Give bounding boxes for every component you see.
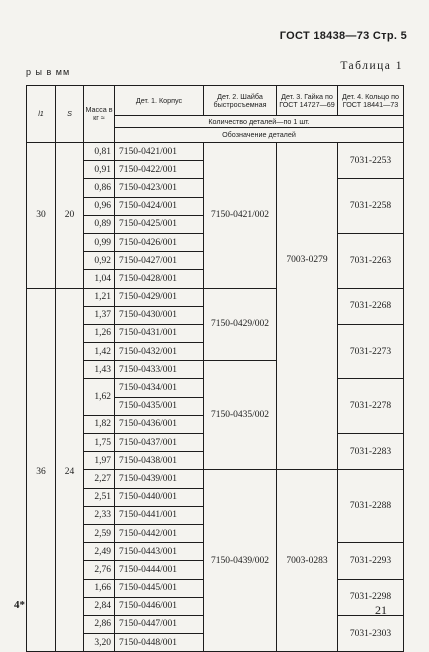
col-part3-header: Дет. 3. Гайка по ГОСТ 14727—69 [277, 86, 338, 116]
part1-cell: 7150-0447/001 [115, 615, 204, 633]
mass-cell: 2,86 [84, 615, 115, 633]
mass-cell: 2,27 [84, 470, 115, 488]
part1-cell: 7150-0428/001 [115, 270, 204, 288]
mass-cell: 2,51 [84, 488, 115, 506]
part1-cell: 7150-0430/001 [115, 306, 204, 324]
page-number: 21 [375, 603, 387, 617]
part4-cell: 7031-2283 [338, 434, 404, 470]
part1-cell: 7150-0443/001 [115, 543, 204, 561]
part1-cell: 7150-0444/001 [115, 561, 204, 579]
mass-cell: 1,66 [84, 579, 115, 597]
mass-cell: 1,04 [84, 270, 115, 288]
mass-cell: 2,33 [84, 506, 115, 524]
mass-cell: 0,92 [84, 252, 115, 270]
mass-cell: 0,89 [84, 215, 115, 233]
part1-cell: 7150-0431/001 [115, 324, 204, 342]
part1-cell: 7150-0437/001 [115, 434, 204, 452]
mass-cell: 0,81 [84, 143, 115, 161]
mass-cell: 0,96 [84, 197, 115, 215]
l1-cell: 30 [27, 143, 56, 289]
part2-cell: 7150-0435/002 [204, 361, 277, 470]
part1-cell: 7150-0427/001 [115, 252, 204, 270]
mass-cell: 1,21 [84, 288, 115, 306]
part4-cell: 7031-2303 [338, 615, 404, 651]
part1-cell: 7150-0422/001 [115, 161, 204, 179]
part3-cell: 7003-0283 [277, 470, 338, 652]
part1-cell: 7150-0440/001 [115, 488, 204, 506]
part4-cell: 7031-2258 [338, 179, 404, 234]
part1-cell: 7150-0424/001 [115, 197, 204, 215]
part4-cell: 7031-2273 [338, 324, 404, 379]
part1-cell: 7150-0426/001 [115, 233, 204, 251]
part2-cell: 7150-0421/002 [204, 143, 277, 289]
part1-cell: 7150-0435/001 [115, 397, 204, 415]
mass-cell: 1,62 [84, 379, 115, 415]
part4-cell: 7031-2288 [338, 470, 404, 543]
mass-cell: 0,86 [84, 179, 115, 197]
mass-cell: 2,84 [84, 597, 115, 615]
part1-cell: 7150-0446/001 [115, 597, 204, 615]
col-part2-header: Дет. 2. Шайба быстросъемная [204, 86, 277, 116]
col-mass-header: Масса в кг ≈ [84, 86, 115, 143]
part1-cell: 7150-0441/001 [115, 506, 204, 524]
mass-cell: 0,99 [84, 233, 115, 251]
mass-cell: 1,75 [84, 434, 115, 452]
mass-cell: 1,42 [84, 343, 115, 361]
parts-table [26, 85, 404, 652]
designation-note: Обозначение деталей [115, 128, 404, 143]
part1-cell: 7150-0436/001 [115, 415, 204, 433]
col-part1-header: Дет. 1. Корпус [115, 86, 204, 116]
mass-cell: 2,49 [84, 543, 115, 561]
part1-cell: 7150-0448/001 [115, 634, 204, 652]
part1-cell: 7150-0432/001 [115, 343, 204, 361]
mass-cell: 2,59 [84, 524, 115, 542]
part4-cell: 7031-2298 [338, 579, 404, 615]
part1-cell: 7150-0433/001 [115, 361, 204, 379]
mass-cell: 2,76 [84, 561, 115, 579]
table-title: Таблица 1 [340, 60, 403, 72]
part1-cell: 7150-0439/001 [115, 470, 204, 488]
mass-cell: 1,97 [84, 452, 115, 470]
part3-cell: 7003-0279 [277, 143, 338, 470]
mass-cell: 3,20 [84, 634, 115, 652]
s-cell: 24 [56, 288, 84, 652]
part1-cell: 7150-0438/001 [115, 452, 204, 470]
part4-cell: 7031-2278 [338, 379, 404, 434]
mass-cell: 1,43 [84, 361, 115, 379]
footer-mark: 4* [14, 599, 25, 611]
mass-cell: 0,91 [84, 161, 115, 179]
part1-cell: 7150-0423/001 [115, 179, 204, 197]
part1-cell: 7150-0445/001 [115, 579, 204, 597]
mass-cell: 1,26 [84, 324, 115, 342]
col-l1-header: l1 [27, 86, 56, 143]
s-cell: 20 [56, 143, 84, 289]
part2-cell: 7150-0429/002 [204, 288, 277, 361]
part1-cell: 7150-0434/001 [115, 379, 204, 397]
quantity-note: Количество деталей—по 1 шт. [115, 116, 404, 128]
l1-cell: 36 [27, 288, 56, 652]
part1-cell: 7150-0429/001 [115, 288, 204, 306]
part4-cell: 7031-2263 [338, 233, 404, 288]
part1-cell: 7150-0442/001 [115, 524, 204, 542]
part4-cell: 7031-2293 [338, 543, 404, 579]
part1-cell: 7150-0425/001 [115, 215, 204, 233]
part4-cell: 7031-2253 [338, 143, 404, 179]
document-header: ГОСТ 18438—73 Стр. 5 [279, 30, 407, 42]
units-label: р ы в мм [26, 67, 71, 77]
part4-cell: 7031-2268 [338, 288, 404, 324]
col-s-header: S [56, 86, 84, 143]
mass-cell: 1,37 [84, 306, 115, 324]
col-part4-header: Дет. 4. Кольцо по ГОСТ 18441—73 [338, 86, 404, 116]
part2-cell: 7150-0439/002 [204, 470, 277, 652]
mass-cell: 1,82 [84, 415, 115, 433]
part1-cell: 7150-0421/001 [115, 143, 204, 161]
